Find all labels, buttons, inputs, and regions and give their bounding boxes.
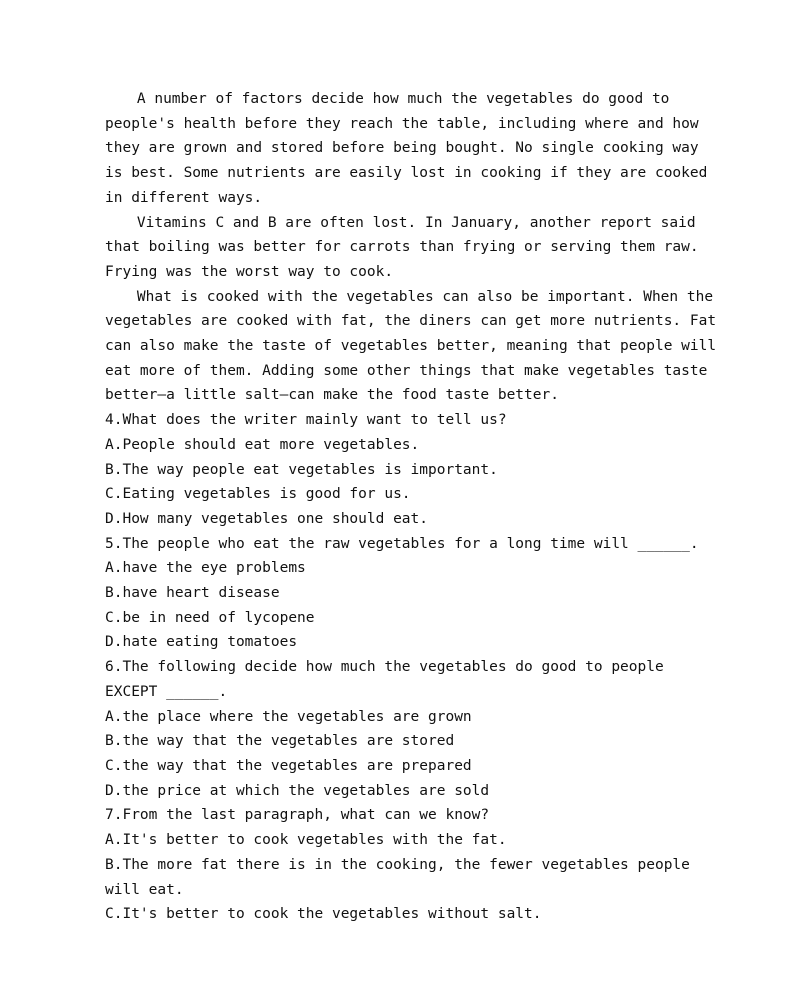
option-d: D.hate eating tomatoes — [105, 634, 298, 651]
passage-paragraph-1 — [105, 87, 708, 211]
text-line: that boiling was better for carrots than frying or serving them raw. — [105, 239, 699, 256]
option-b: B.the way that the vegetables are stored — [105, 733, 455, 750]
option-a: A.the place where the vegetables are grown — [105, 708, 472, 725]
text-line: better—a little salt—can make the food taste better. — [105, 387, 559, 404]
option-d: D.the price at which the vegetables are sold — [105, 782, 490, 799]
option-a: A.People should eat more vegetables. — [105, 436, 420, 453]
text-line: Vitamins C and B are often lost. In January, another report said — [136, 214, 696, 231]
option-c: C.It's better to cook the vegetables without salt. — [105, 906, 542, 923]
text-line: A number of factors decide how much the vegetables do good to — [136, 91, 670, 107]
text-line: is best. Some nutrients are easily lost in cooking if they are cooked — [105, 165, 708, 182]
text-line: Frying was the worst way to cook. — [105, 263, 394, 280]
question-7 — [105, 803, 690, 927]
option-b: B.The way people eat vegetables is important. — [105, 461, 498, 478]
question-5 — [105, 532, 699, 656]
option-c: C.be in need of lycopene — [105, 609, 315, 626]
option-d: D.How many vegetables one should eat. — [105, 510, 429, 527]
option-c: C.the way that the vegetables are prepared — [105, 757, 472, 774]
question-stem: 6.The following decide how much the vegetables do good to people — [105, 659, 664, 676]
text-line: What is cooked with the vegetables can also be important. When the — [136, 288, 714, 305]
question-6 — [105, 655, 684, 803]
passage-paragraph-3 — [105, 285, 717, 409]
option-a: A.have the eye problems — [105, 560, 306, 577]
option-c: C.Eating vegetables is good for us. — [105, 486, 411, 503]
question-stem-continued: EXCEPT ______. — [105, 683, 228, 700]
text-line: vegetables are cooked with fat, the diners can get more nutrients. Fat — [105, 313, 717, 330]
text-line: eat more of them. Adding some other things that make vegetables taste — [105, 362, 708, 379]
text-line: they are grown and stored before being bought. No single cooking way — [105, 140, 699, 157]
text-line: in different ways. — [105, 189, 263, 206]
option-b-continued: will eat. — [105, 881, 184, 898]
option-b: B.have heart disease — [105, 585, 280, 602]
question-stem: 7.From the last paragraph, what can we know? — [105, 807, 490, 824]
text-line: can also make the taste of vegetables better, meaning that people will — [105, 338, 717, 355]
option-b: B.The more fat there is in the cooking, the fewer vegetables people — [105, 856, 690, 873]
text-line: people's health before they reach the table, including where and how — [105, 115, 699, 132]
option-a: A.It's better to cook vegetables with the fat. — [105, 832, 507, 849]
question-stem: 4.What does the writer mainly want to tell us? — [105, 412, 507, 429]
question-stem: 5.The people who eat the raw vegetables for a long time will ______. — [105, 535, 699, 552]
passage-paragraph-2 — [105, 211, 699, 285]
question-4 — [105, 408, 684, 532]
